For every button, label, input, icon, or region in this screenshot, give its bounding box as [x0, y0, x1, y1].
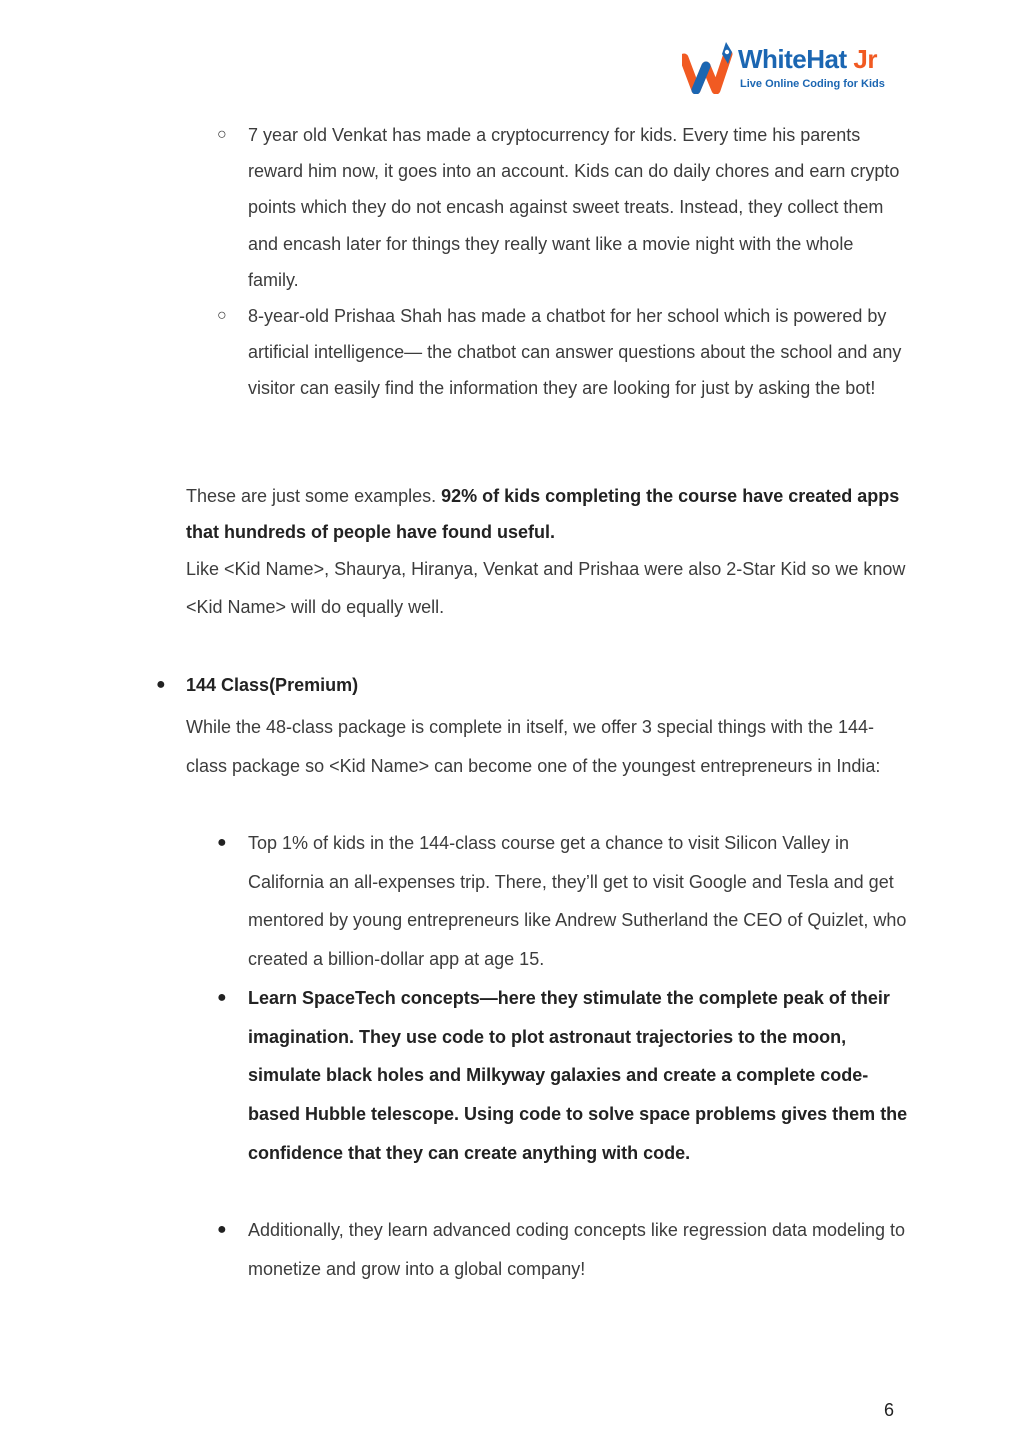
examples-kid-line: Like <Kid Name>, Shaurya, Hiranya, Venkat and Prishaa were also 2-Star Kid so we know <Kid Name> will do equally well.	[186, 559, 906, 617]
bullet-item-spacetech: Learn SpaceTech concepts—here they stimulate the complete peak of their imagination. They use code to plot astronaut trajectories to the moon, simulate black holes and Milkyway galaxies and create a complete code-based Hubble telescope. Using code to solve space problems gives them the confidence that they can create anything with code.	[248, 988, 908, 1163]
examples-bold-statement: 92% of kids completing the course have created apps that hundreds of people have found useful.	[186, 486, 900, 542]
section-heading: 144 Class(Premium)	[186, 675, 359, 695]
sub-bullet-marker: ○	[217, 126, 227, 143]
sublist-item-venkat: 7 year old Venkat has made a cryptocurrency for kids. Every time his parents reward him now, it goes into an account. Kids can do daily chores and earn crypto points which they do not encash against sweet treats. Instead, they collect them and encash later for things they really want like a movie night with the whole family.	[248, 125, 900, 290]
brand-name: WhiteHat Jr	[738, 44, 877, 74]
section-bullet-marker: ●	[156, 676, 166, 693]
page-number: 6	[884, 1400, 895, 1420]
sub-bullet-marker: ○	[217, 307, 227, 324]
brand-tagline: Live Online Coding for Kids	[740, 78, 885, 90]
bullet-marker: ●	[217, 989, 227, 1006]
whitehat-jr-logo	[682, 40, 897, 94]
bullet-marker: ●	[217, 1221, 227, 1238]
bullet-item-advanced-coding: Additionally, they learn advanced coding concepts like regression data modeling to monetize and grow into a global company!	[248, 1220, 906, 1279]
bullet-item-silicon-valley: Top 1% of kids in the 144-class course get a chance to visit Silicon Valley in California an all-expenses trip. There, they’ll get to visit Google and Tesla and get mentored by young entrepreneurs like Andrew Sutherland the CEO of Quizlet, who created a billion-dollar app at age 15.	[248, 833, 907, 970]
examples-paragraph	[186, 478, 906, 550]
examples-lead: These are just some examples.	[186, 486, 442, 506]
bullet-marker: ●	[217, 834, 227, 851]
sublist-item-prishaa: 8-year-old Prishaa Shah has made a chatbot for her school which is powered by artificial intelligence— the chatbot can answer questions about the school and any visitor can easily find the information they are looking for just by asking the bot!	[248, 306, 902, 399]
whitehat-rocket-w-logo-icon	[682, 40, 740, 94]
section-intro: While the 48-class package is complete in itself, we offer 3 special things with the 144-class package so <Kid Name> can become one of the youngest entrepreneurs in India:	[186, 717, 881, 776]
